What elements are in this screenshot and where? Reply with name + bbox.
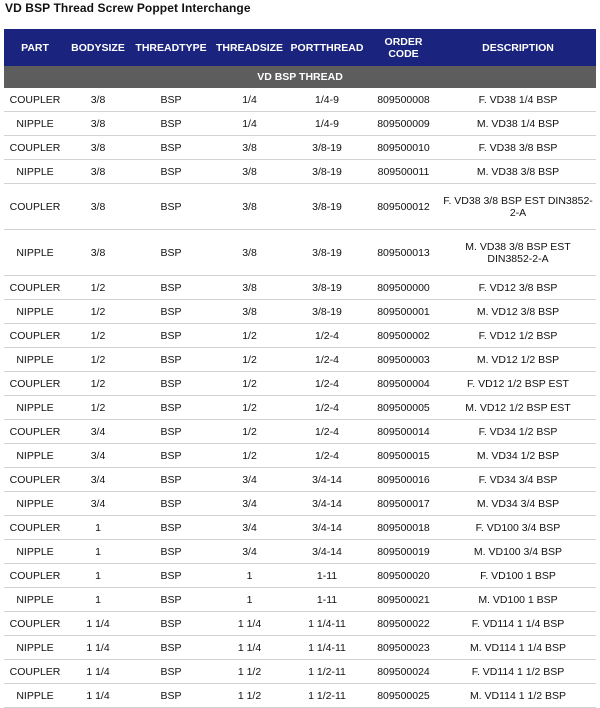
description-cell: M. VD38 3/8 BSP <box>440 160 596 184</box>
portthread-cell: 1 1/2-11 <box>287 660 367 684</box>
portthread-cell: 3/8-19 <box>287 184 367 230</box>
portthread-cell: 3/8-19 <box>287 300 367 324</box>
part-cell: COUPLER <box>4 372 66 396</box>
table-row <box>4 136 596 160</box>
portthread-cell: 1/2-4 <box>287 396 367 420</box>
table-row <box>4 300 596 324</box>
table-row <box>4 372 596 396</box>
part-cell: COUPLER <box>4 468 66 492</box>
order-code-cell: 809500005 <box>367 396 440 420</box>
description-cell: M. VD114 1 1/4 BSP <box>440 636 596 660</box>
threadtype-cell: BSP <box>130 564 212 588</box>
column-header-bodysize: BODYSIZE <box>66 29 130 66</box>
table-row <box>4 348 596 372</box>
part-cell: COUPLER <box>4 324 66 348</box>
portthread-cell: 3/8-19 <box>287 230 367 276</box>
table-row <box>4 88 596 112</box>
threadtype-cell: BSP <box>130 684 212 708</box>
threadsize-cell: 3/8 <box>212 184 287 230</box>
column-header-description: DESCRIPTION <box>440 29 596 66</box>
bodysize-cell: 1/2 <box>66 396 130 420</box>
description-cell: F. VD114 1 1/2 BSP <box>440 660 596 684</box>
threadsize-cell: 1 1/4 <box>212 612 287 636</box>
threadsize-cell: 3/4 <box>212 468 287 492</box>
description-cell: F. VD38 3/8 BSP EST DIN3852-2-A <box>440 184 596 230</box>
description-cell: F. VD12 1/2 BSP EST <box>440 372 596 396</box>
threadsize-cell: 3/4 <box>212 492 287 516</box>
table-row <box>4 612 596 636</box>
part-cell: NIPPLE <box>4 444 66 468</box>
table-row <box>4 112 596 136</box>
portthread-cell: 1/2-4 <box>287 420 367 444</box>
bodysize-cell: 1 <box>66 516 130 540</box>
order-code-cell: 809500009 <box>367 112 440 136</box>
threadsize-cell: 1 <box>212 564 287 588</box>
bodysize-cell: 3/8 <box>66 112 130 136</box>
table-row <box>4 588 596 612</box>
column-header-part: PART <box>4 29 66 66</box>
bodysize-cell: 1 1/4 <box>66 660 130 684</box>
table-row <box>4 230 596 276</box>
order-code-cell: 809500004 <box>367 372 440 396</box>
group-label: VD BSP THREAD <box>4 66 596 88</box>
threadsize-cell: 1/4 <box>212 88 287 112</box>
description-cell: F. VD38 3/8 BSP <box>440 136 596 160</box>
threadsize-cell: 3/8 <box>212 230 287 276</box>
portthread-cell: 1-11 <box>287 564 367 588</box>
threadsize-cell: 3/8 <box>212 160 287 184</box>
bodysize-cell: 1/2 <box>66 348 130 372</box>
table-row <box>4 564 596 588</box>
order-code-cell: 809500021 <box>367 588 440 612</box>
order-code-cell: 809500013 <box>367 230 440 276</box>
order-code-cell: 809500022 <box>367 612 440 636</box>
part-cell: NIPPLE <box>4 588 66 612</box>
portthread-cell: 3/4-14 <box>287 540 367 564</box>
table-row <box>4 324 596 348</box>
bodysize-cell: 1/2 <box>66 372 130 396</box>
portthread-cell: 1 1/2-11 <box>287 684 367 708</box>
description-cell: F. VD100 3/4 BSP <box>440 516 596 540</box>
threadsize-cell: 1/2 <box>212 420 287 444</box>
description-cell: F. VD38 1/4 BSP <box>440 88 596 112</box>
portthread-cell: 1 1/4-11 <box>287 636 367 660</box>
column-header-portthread: PORTTHREAD <box>287 29 367 66</box>
table-row <box>4 492 596 516</box>
threadsize-cell: 1/2 <box>212 348 287 372</box>
threadtype-cell: BSP <box>130 112 212 136</box>
table-row <box>4 420 596 444</box>
column-header-threadsize: THREADSIZE <box>212 29 287 66</box>
description-cell: M. VD38 3/8 BSP EST DIN3852-2-A <box>440 230 596 276</box>
description-cell: M. VD12 1/2 BSP <box>440 348 596 372</box>
description-cell: F. VD34 3/4 BSP <box>440 468 596 492</box>
bodysize-cell: 1 1/4 <box>66 636 130 660</box>
threadsize-cell: 3/4 <box>212 516 287 540</box>
bodysize-cell: 1 <box>66 540 130 564</box>
threadsize-cell: 3/8 <box>212 300 287 324</box>
bodysize-cell: 3/8 <box>66 136 130 160</box>
portthread-cell: 1/4-9 <box>287 88 367 112</box>
threadsize-cell: 3/8 <box>212 276 287 300</box>
order-code-cell: 809500018 <box>367 516 440 540</box>
part-cell: COUPLER <box>4 660 66 684</box>
table-row <box>4 160 596 184</box>
threadsize-cell: 1/2 <box>212 396 287 420</box>
part-cell: NIPPLE <box>4 684 66 708</box>
description-cell: F. VD100 1 BSP <box>440 564 596 588</box>
bodysize-cell: 1 <box>66 564 130 588</box>
threadsize-cell: 1 1/4 <box>212 636 287 660</box>
table-row <box>4 468 596 492</box>
threadsize-cell: 1 1/2 <box>212 660 287 684</box>
threadtype-cell: BSP <box>130 348 212 372</box>
order-code-cell: 809500019 <box>367 540 440 564</box>
part-cell: COUPLER <box>4 88 66 112</box>
order-code-cell: 809500008 <box>367 88 440 112</box>
interchange-table <box>4 29 596 708</box>
threadsize-cell: 1/2 <box>212 372 287 396</box>
page-title: VD BSP Thread Screw Poppet Interchange <box>5 1 251 15</box>
threadtype-cell: BSP <box>130 88 212 112</box>
table-row <box>4 660 596 684</box>
part-cell: NIPPLE <box>4 540 66 564</box>
threadtype-cell: BSP <box>130 396 212 420</box>
description-cell: F. VD12 1/2 BSP <box>440 324 596 348</box>
order-code-cell: 809500016 <box>367 468 440 492</box>
bodysize-cell: 1/2 <box>66 324 130 348</box>
table-row <box>4 540 596 564</box>
bodysize-cell: 3/8 <box>66 184 130 230</box>
table-row <box>4 636 596 660</box>
order-code-cell: 809500000 <box>367 276 440 300</box>
order-code-cell: 809500010 <box>367 136 440 160</box>
order-code-cell: 809500002 <box>367 324 440 348</box>
order-code-cell: 809500012 <box>367 184 440 230</box>
threadtype-cell: BSP <box>130 468 212 492</box>
part-cell: COUPLER <box>4 516 66 540</box>
portthread-cell: 3/4-14 <box>287 468 367 492</box>
part-cell: NIPPLE <box>4 348 66 372</box>
bodysize-cell: 3/4 <box>66 420 130 444</box>
part-cell: NIPPLE <box>4 230 66 276</box>
description-cell: M. VD100 1 BSP <box>440 588 596 612</box>
order-code-cell: 809500011 <box>367 160 440 184</box>
portthread-cell: 1-11 <box>287 588 367 612</box>
part-cell: NIPPLE <box>4 636 66 660</box>
bodysize-cell: 1/2 <box>66 300 130 324</box>
portthread-cell: 3/4-14 <box>287 492 367 516</box>
portthread-cell: 3/8-19 <box>287 136 367 160</box>
threadtype-cell: BSP <box>130 136 212 160</box>
threadtype-cell: BSP <box>130 230 212 276</box>
part-cell: COUPLER <box>4 564 66 588</box>
threadtype-cell: BSP <box>130 420 212 444</box>
threadtype-cell: BSP <box>130 540 212 564</box>
threadtype-cell: BSP <box>130 636 212 660</box>
part-cell: NIPPLE <box>4 112 66 136</box>
part-cell: NIPPLE <box>4 300 66 324</box>
bodysize-cell: 1 1/4 <box>66 684 130 708</box>
threadtype-cell: BSP <box>130 516 212 540</box>
table-row <box>4 396 596 420</box>
group-header-row <box>4 66 596 88</box>
description-cell: F. VD12 3/8 BSP <box>440 276 596 300</box>
threadtype-cell: BSP <box>130 184 212 230</box>
portthread-cell: 1/2-4 <box>287 348 367 372</box>
threadtype-cell: BSP <box>130 300 212 324</box>
table-row <box>4 276 596 300</box>
order-code-cell: 809500023 <box>367 636 440 660</box>
order-code-cell: 809500003 <box>367 348 440 372</box>
part-cell: NIPPLE <box>4 492 66 516</box>
description-cell: M. VD100 3/4 BSP <box>440 540 596 564</box>
part-cell: COUPLER <box>4 420 66 444</box>
order-code-cell: 809500015 <box>367 444 440 468</box>
portthread-cell: 3/8-19 <box>287 276 367 300</box>
portthread-cell: 1/2-4 <box>287 324 367 348</box>
description-cell: M. VD34 3/4 BSP <box>440 492 596 516</box>
threadsize-cell: 1/2 <box>212 324 287 348</box>
bodysize-cell: 3/8 <box>66 230 130 276</box>
order-code-cell: 809500014 <box>367 420 440 444</box>
bodysize-cell: 1 <box>66 588 130 612</box>
portthread-cell: 3/8-19 <box>287 160 367 184</box>
portthread-cell: 1 1/4-11 <box>287 612 367 636</box>
part-cell: COUPLER <box>4 184 66 230</box>
order-code-cell: 809500001 <box>367 300 440 324</box>
threadsize-cell: 1 1/2 <box>212 684 287 708</box>
threadsize-cell: 3/8 <box>212 136 287 160</box>
bodysize-cell: 1 1/4 <box>66 612 130 636</box>
order-code-cell: 809500017 <box>367 492 440 516</box>
portthread-cell: 1/2-4 <box>287 444 367 468</box>
order-code-cell: 809500020 <box>367 564 440 588</box>
threadtype-cell: BSP <box>130 444 212 468</box>
bodysize-cell: 3/4 <box>66 468 130 492</box>
description-cell: M. VD12 3/8 BSP <box>440 300 596 324</box>
description-cell: M. VD34 1/2 BSP <box>440 444 596 468</box>
threadtype-cell: BSP <box>130 324 212 348</box>
threadtype-cell: BSP <box>130 660 212 684</box>
threadsize-cell: 3/4 <box>212 540 287 564</box>
description-cell: F. VD114 1 1/4 BSP <box>440 612 596 636</box>
description-cell: M. VD38 1/4 BSP <box>440 112 596 136</box>
description-cell: M. VD12 1/2 BSP EST <box>440 396 596 420</box>
bodysize-cell: 3/8 <box>66 160 130 184</box>
portthread-cell: 1/4-9 <box>287 112 367 136</box>
portthread-cell: 3/4-14 <box>287 516 367 540</box>
threadtype-cell: BSP <box>130 588 212 612</box>
bodysize-cell: 3/4 <box>66 492 130 516</box>
part-cell: COUPLER <box>4 136 66 160</box>
table-row <box>4 516 596 540</box>
part-cell: NIPPLE <box>4 396 66 420</box>
column-header-threadtype: THREADTYPE <box>130 29 212 66</box>
bodysize-cell: 3/8 <box>66 88 130 112</box>
threadtype-cell: BSP <box>130 492 212 516</box>
threadtype-cell: BSP <box>130 372 212 396</box>
table-header-row <box>4 29 596 66</box>
threadsize-cell: 1/4 <box>212 112 287 136</box>
threadtype-cell: BSP <box>130 160 212 184</box>
threadtype-cell: BSP <box>130 276 212 300</box>
description-cell: F. VD34 1/2 BSP <box>440 420 596 444</box>
part-cell: NIPPLE <box>4 160 66 184</box>
bodysize-cell: 3/4 <box>66 444 130 468</box>
table-row <box>4 444 596 468</box>
description-cell: M. VD114 1 1/2 BSP <box>440 684 596 708</box>
part-cell: COUPLER <box>4 612 66 636</box>
threadsize-cell: 1/2 <box>212 444 287 468</box>
order-code-cell: 809500025 <box>367 684 440 708</box>
part-cell: COUPLER <box>4 276 66 300</box>
threadsize-cell: 1 <box>212 588 287 612</box>
threadtype-cell: BSP <box>130 612 212 636</box>
bodysize-cell: 1/2 <box>66 276 130 300</box>
portthread-cell: 1/2-4 <box>287 372 367 396</box>
order-code-cell: 809500024 <box>367 660 440 684</box>
column-header-order-code: ORDER CODE <box>367 29 440 66</box>
table-row <box>4 184 596 230</box>
